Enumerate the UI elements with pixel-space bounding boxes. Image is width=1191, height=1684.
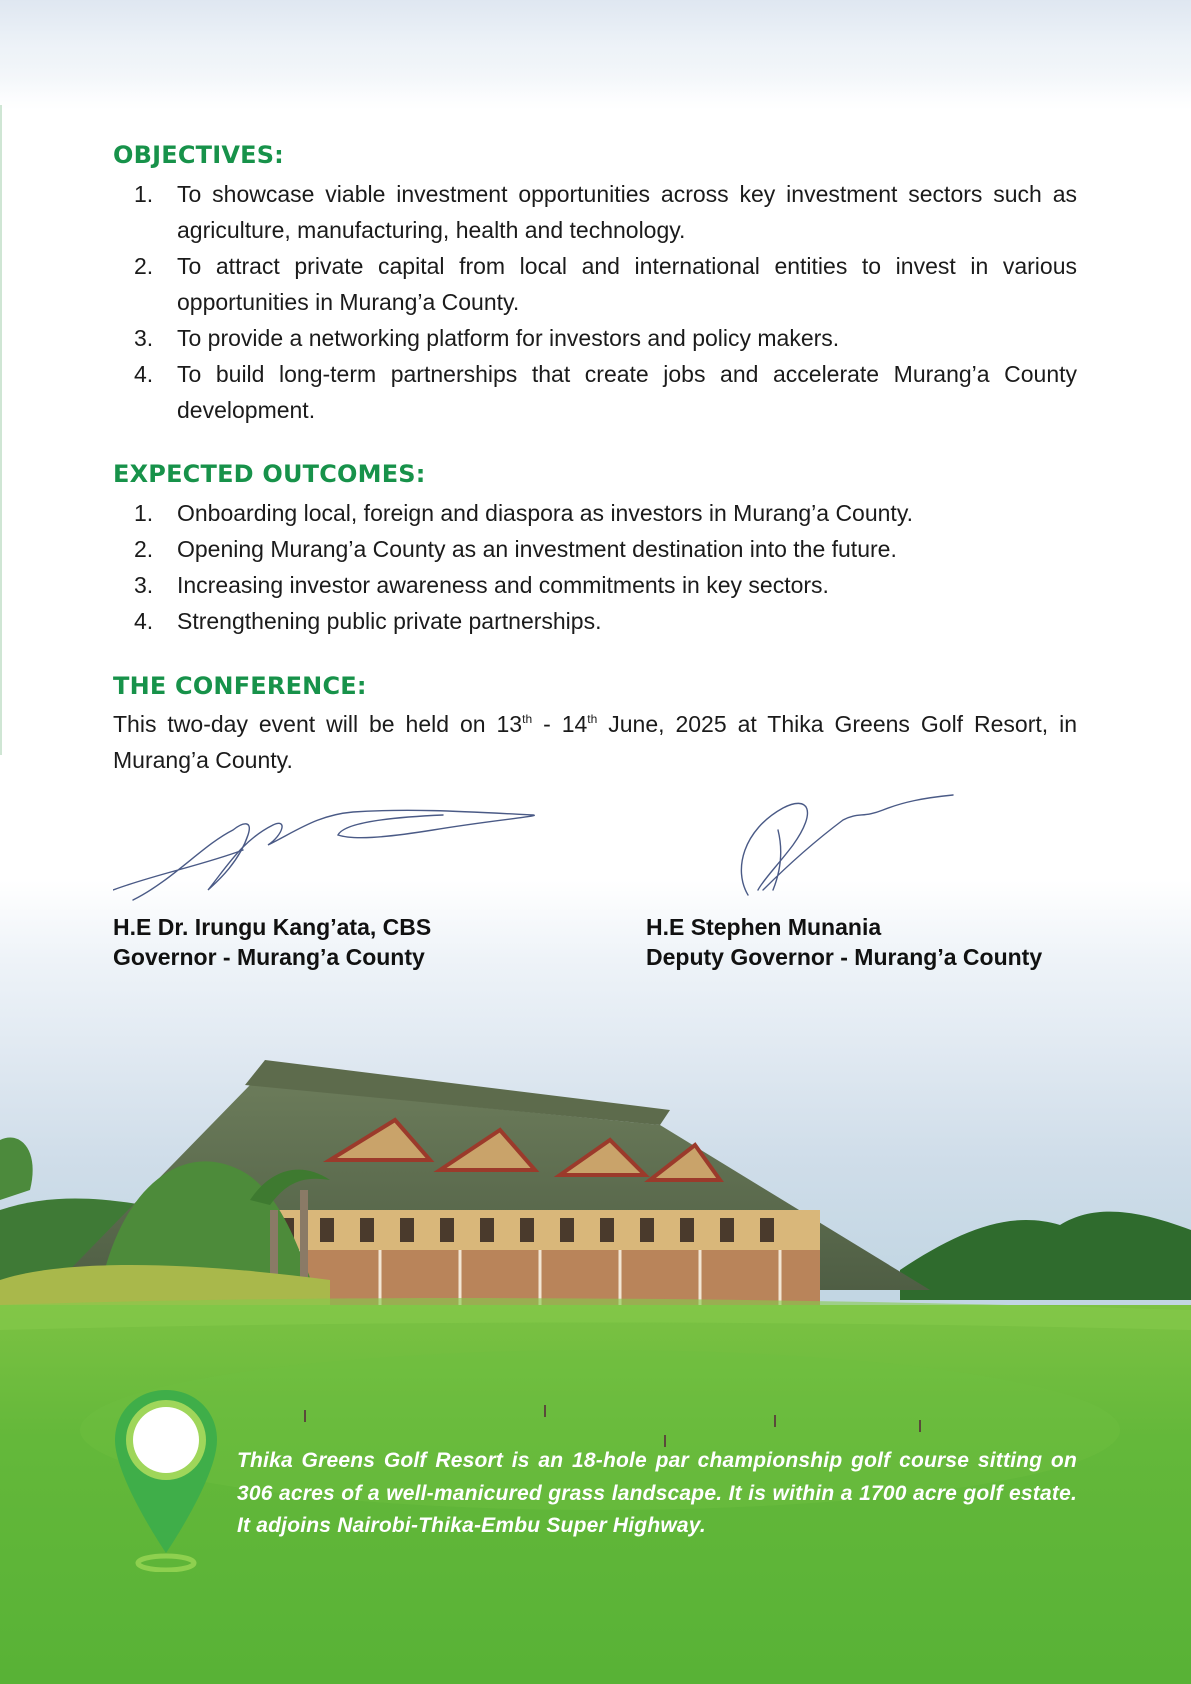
deputy-governor-signature	[723, 790, 1043, 910]
governor-name: H.E Dr. Irungu Kang’ata, CBS	[113, 914, 432, 940]
objectives-heading: OBJECTIVES:	[113, 141, 284, 169]
governor-title: Governor - Murang’a County	[113, 944, 425, 970]
objectives-list	[113, 176, 1077, 428]
list-item: 3. To provide a networking platform for investors and policy makers.	[134, 325, 840, 351]
sky-header-band	[0, 0, 1191, 110]
list-item: 4. To build long-term partnerships that create jobs and accelerate Murang’a County development.	[134, 361, 1077, 423]
left-margin-rule	[0, 105, 2, 755]
outcomes-list	[113, 495, 1077, 639]
location-pin-icon	[113, 1388, 219, 1572]
list-item: 1. To showcase viable investment opportunities across key investment sectors such as agriculture, manufacturing, health and technology.	[134, 181, 1077, 243]
governor-signature	[113, 790, 563, 910]
venue-caption: Thika Greens Golf Resort is an 18-hole par championship golf course sitting on 306 acres of a well-manicured grass landscape. It is within a 1700 acre golf estate. It adjoins Nairobi-Thika-Embu Super Highway.	[237, 1449, 1077, 1537]
outcomes-heading: EXPECTED OUTCOMES:	[113, 460, 426, 488]
list-item: 3. Increasing investor awareness and commitments in key sectors.	[134, 572, 829, 598]
deputy-governor-name: H.E Stephen Munania	[646, 914, 882, 940]
golf-resort-photo	[0, 960, 1191, 1684]
list-item: 4. Strengthening public private partnerships.	[134, 608, 602, 634]
list-item: 2. To attract private capital from local and international entities to invest in various opportunities in Murang’a County.	[134, 253, 1077, 315]
list-item: 2. Opening Murang’a County as an investment destination into the future.	[134, 536, 897, 562]
conference-text: This two-day event will be held on 13th - 14th June, 2025 at Thika Greens Golf Resort, in Murang’a County.	[113, 711, 1078, 773]
deputy-governor-title: Deputy Governor - Murang’a County	[646, 944, 1043, 970]
conference-heading: THE CONFERENCE:	[113, 672, 367, 700]
list-item: 1. Onboarding local, foreign and diaspora as investors in Murang’a County.	[134, 500, 913, 526]
